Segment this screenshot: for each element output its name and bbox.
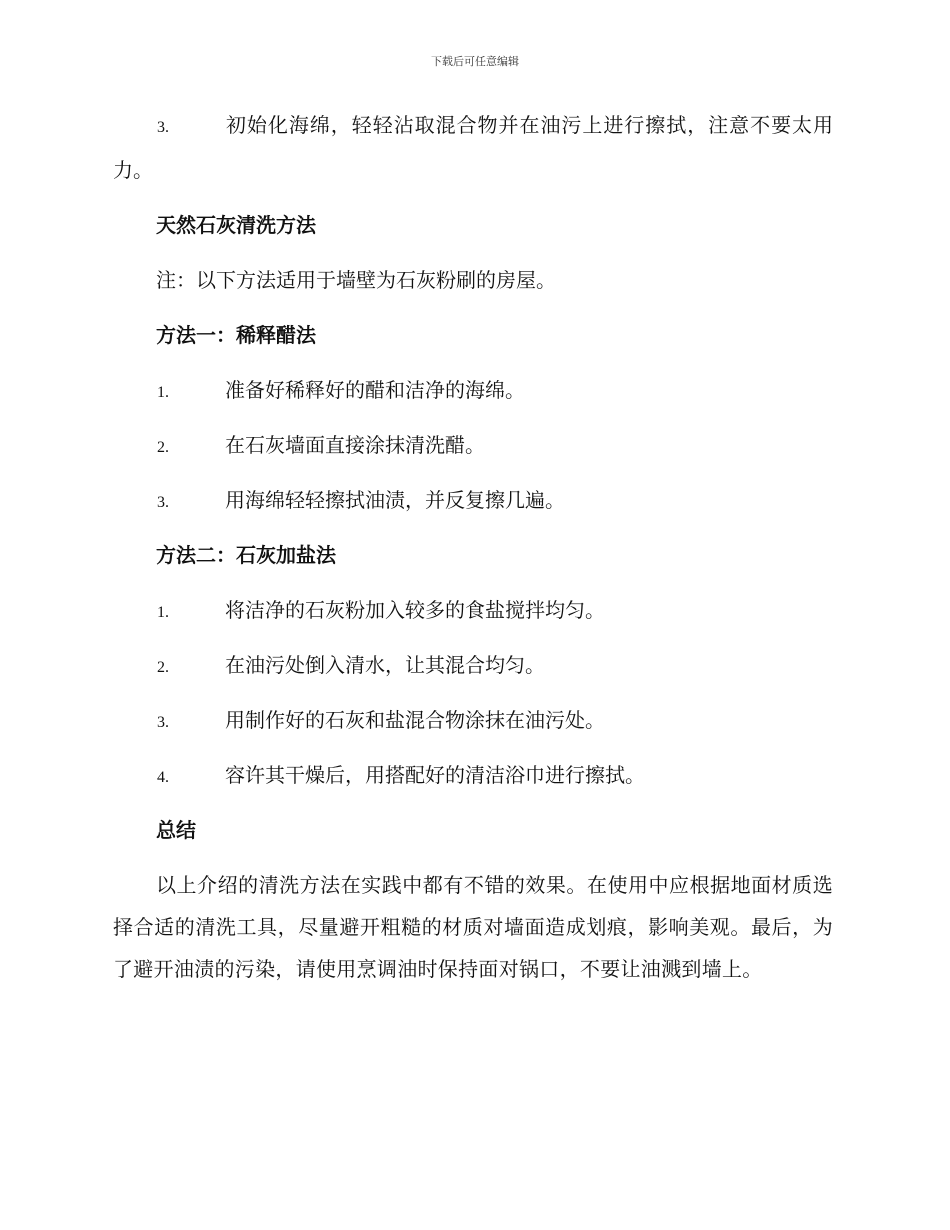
section-note: 注：以下方法适用于墙壁为石灰粉刷的房屋。 xyxy=(156,268,556,292)
summary-heading: 总结 xyxy=(156,818,196,842)
list-text: 准备好稀释好的醋和洁净的海绵。 xyxy=(225,378,525,402)
list-text: 用制作好的石灰和盐混合物涂抹在油污处。 xyxy=(225,708,605,732)
list-number: 2. xyxy=(157,439,169,456)
list-item xyxy=(113,754,833,796)
list-item xyxy=(113,644,833,686)
list-number: 3. xyxy=(157,119,169,136)
list-number: 1. xyxy=(157,384,169,401)
page-header: 下载后可任意编辑 xyxy=(431,55,519,68)
list-number: 4. xyxy=(157,769,169,786)
list-item xyxy=(113,589,833,631)
method2-heading: 方法二：石灰加盐法 xyxy=(156,543,336,567)
list-text: 容许其干燥后，用搭配好的清洁浴巾进行擦拭。 xyxy=(225,763,645,787)
list-number: 1. xyxy=(157,604,169,621)
list-text: 在石灰墙面直接涂抹清洗醋。 xyxy=(225,433,485,457)
list-number: 3. xyxy=(157,714,169,731)
list-item xyxy=(113,369,833,411)
list-item xyxy=(113,699,833,741)
list-number: 3. xyxy=(157,494,169,511)
list-text: 用海绵轻轻擦拭油渍，并反复擦几遍。 xyxy=(225,488,565,512)
list-text: 在油污处倒入清水，让其混合均匀。 xyxy=(225,653,545,677)
list-text: 将洁净的石灰粉加入较多的食盐搅拌均匀。 xyxy=(225,598,605,622)
document-body xyxy=(113,104,833,990)
section-heading-lime: 天然石灰清洗方法 xyxy=(156,213,316,237)
list-item xyxy=(113,479,833,521)
summary-paragraph: 以上介绍的清洗方法在实践中都有不错的效果。在使用中应根据地面材质选择合适的清洗工具，尽量避开粗糙的材质对墙面造成划痕，影响美观。最后，为了避开油渍的污染，请使用烹调油时保持面对锅口，不要让油溅到墙上。 xyxy=(113,873,833,981)
list-item xyxy=(113,424,833,466)
method1-heading: 方法一：稀释醋法 xyxy=(156,323,316,347)
list-number: 2. xyxy=(157,659,169,676)
list-item xyxy=(113,104,833,191)
list-text: 初始化海绵，轻轻沾取混合物并在油污上进行擦拭，注意不要太用力。 xyxy=(113,113,833,182)
